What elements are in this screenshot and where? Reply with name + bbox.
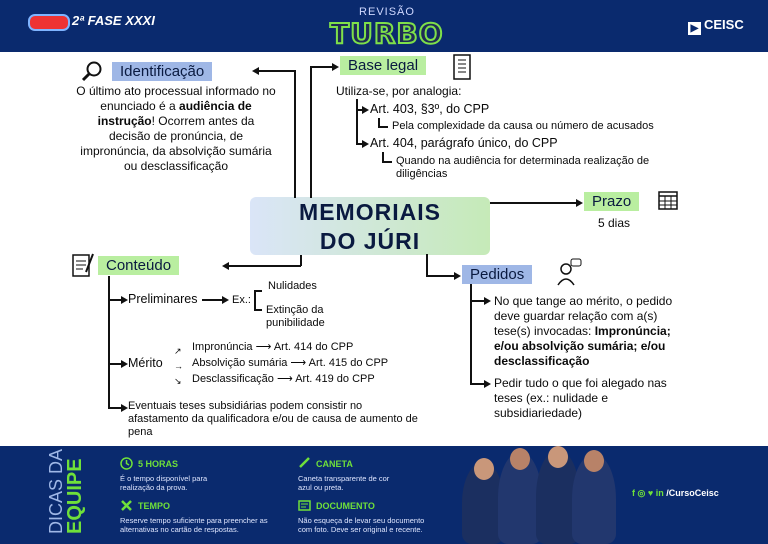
merito: Mérito xyxy=(128,356,163,370)
tip-horas-title: 5 HORAS xyxy=(138,459,179,469)
play-icon: ▶ xyxy=(688,22,701,35)
revisao-label: REVISÃO xyxy=(359,6,415,18)
impronuncia: Impronúncia ⟶ Art. 414 do CPP xyxy=(192,341,354,353)
team-member-face xyxy=(474,458,494,480)
conteudo-label: Conteúdo xyxy=(98,256,179,275)
pedido-merito: No que tange ao mérito, o pedido deve guardar relação com a(s) tese(s) invocadas: Impronúncia; e/ou absolvição sumária; e/ou desclassificação xyxy=(494,294,673,368)
ex-label: Ex.: xyxy=(232,294,251,306)
art-404-note: Quando na audiência for determinada realização de diligências xyxy=(396,155,650,180)
desclassificacao: Desclassificação ⟶ Art. 419 do CPP xyxy=(192,373,375,385)
identificacao-label: Identificação xyxy=(112,62,212,81)
title-line1: MEMORIAIS xyxy=(299,199,441,225)
calendar-icon xyxy=(658,190,678,210)
tip-documento-text: Não esqueça de levar seu documento com foto. Deve ser original e recente. xyxy=(298,516,425,534)
prazo-value: 5 dias xyxy=(598,216,631,230)
equipe-label: EQUIPE xyxy=(64,458,86,534)
tip-caneta-title: CANETA xyxy=(316,459,353,469)
absolvicao-sumaria: Absolvição sumária ⟶ Art. 415 do CPP xyxy=(192,357,389,369)
notepad-icon xyxy=(72,252,94,278)
extincao-punibilidade: Extinção da punibilidade xyxy=(266,304,325,329)
preliminares: Preliminares xyxy=(128,292,198,306)
tip-documento-title: DOCUMENTO xyxy=(316,501,375,511)
magnifier-icon xyxy=(80,60,104,84)
tip-horas-text: É o tempo disponível para realização da prova. xyxy=(120,474,208,492)
phase-label: 2ª FASE XXXI xyxy=(72,13,155,28)
tip-tempo-title: TEMPO xyxy=(138,501,171,511)
title-line2: DO JÚRI xyxy=(319,228,421,254)
clock-icon xyxy=(120,457,133,470)
pedidos-label: Pedidos xyxy=(462,265,532,284)
social-handle[interactable]: f ◎ ♥ in /CursoCeisc xyxy=(632,488,719,498)
base-legal-intro: Utiliza-se, por analogia: xyxy=(336,84,462,98)
dicas-label: DICAS DA xyxy=(46,448,66,534)
identificacao-text: O último ato processual informado no enunciado é a audiência de instrução! Ocorrem antes da decisão de pronúncia, de impronúncia, da absolvição sumária ou desclassificação xyxy=(76,84,276,173)
team-member-face xyxy=(548,446,568,468)
tip-tempo-text: Reserve tempo suficiente para preencher as alternativas no cartão de respostas. xyxy=(120,516,268,534)
tip-caneta-text: Caneta transparente de cor azul ou preta. xyxy=(298,474,390,492)
base-legal-label: Base legal xyxy=(340,56,426,75)
social-icons: f ◎ ♥ in xyxy=(632,488,667,498)
team-member-face xyxy=(510,448,530,470)
nulidades: Nulidades xyxy=(268,280,317,292)
oab-badge xyxy=(28,14,70,31)
teses-subsidiarias: Eventuais teses subsidiárias podem consistir no afastamento da qualificadora e/ou de causa de aumento de pena xyxy=(128,400,418,438)
merito-branch-arrows: ↗ → ↘ xyxy=(174,346,183,386)
ceisc-logo: ▶ CEISC xyxy=(688,17,744,35)
art-403: Art. 403, §3º, do CPP xyxy=(370,102,490,116)
law-book-icon xyxy=(452,54,472,80)
art-404: Art. 404, parágrafo único, do CPP xyxy=(370,136,558,150)
turbo-logo: TURBO xyxy=(330,17,444,50)
document-icon xyxy=(298,499,311,512)
art-403-note: Pela complexidade da causa ou número de acusados xyxy=(392,120,654,132)
pedido-teses: Pedir tudo o que foi alegado nas teses (ex.: nulidade e subsidiariedade) xyxy=(494,376,667,420)
cross-icon xyxy=(120,499,133,512)
team-member-face xyxy=(584,450,604,472)
person-speech-icon xyxy=(556,258,582,286)
prazo-label: Prazo xyxy=(584,192,639,211)
pen-icon xyxy=(298,456,311,469)
